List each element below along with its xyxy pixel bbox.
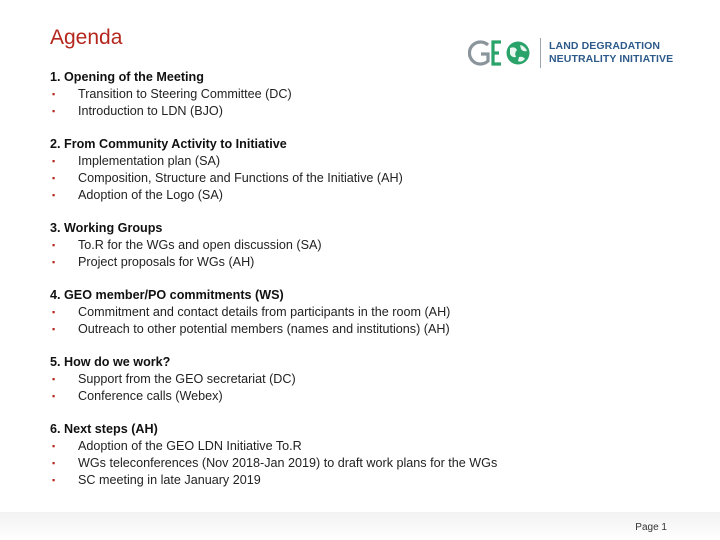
section-heading: 3. Working Groups <box>50 221 163 235</box>
page-number: Page 1 <box>635 522 667 533</box>
section-heading: 4. GEO member/PO commitments (WS) <box>50 288 284 302</box>
bullet-icon: ▪ <box>52 156 56 166</box>
logo-line-1: LAND DEGRADATION <box>549 40 661 52</box>
bullet-icon: ▪ <box>52 374 56 384</box>
slide-title: Agenda <box>50 26 123 49</box>
bullet-icon: ▪ <box>52 458 56 468</box>
logo-wordmark <box>549 40 673 66</box>
list-item: ▪ Commitment and contact details from participants in the room (AH) <box>52 305 451 319</box>
section-heading: 2. From Community Activity to Initiative <box>50 137 287 151</box>
geo-ldn-logo <box>468 36 673 70</box>
bullet-icon: ▪ <box>52 441 56 451</box>
list-item: ▪ Adoption of the Logo (SA) <box>52 188 223 202</box>
list-item: ▪ SC meeting in late January 2019 <box>52 473 261 487</box>
list-item: ▪ Implementation plan (SA) <box>52 154 221 168</box>
list-item: ▪ Outreach to other potential members (names and institutions) (AH) <box>52 322 450 336</box>
logo-line-2: NEUTRALITY INITIATIVE <box>549 53 674 65</box>
bullet-icon: ▪ <box>52 173 56 183</box>
bullet-icon: ▪ <box>52 324 56 334</box>
list-item: ▪ Transition to Steering Committee (DC) <box>52 87 292 101</box>
list-item: ▪ Introduction to LDN (BJO) <box>52 104 223 118</box>
agenda-section-6 <box>50 421 690 489</box>
section-heading: 5. How do we work? <box>50 355 171 369</box>
bullet-icon: ▪ <box>52 106 56 116</box>
list-item: ▪ Project proposals for WGs (AH) <box>52 255 255 269</box>
slide-footer <box>0 512 720 540</box>
agenda-section-1 <box>50 69 690 120</box>
bullet-icon: ▪ <box>52 240 56 250</box>
list-item: ▪ Conference calls (Webex) <box>52 389 223 403</box>
bullet-icon: ▪ <box>52 190 56 200</box>
list-item: ▪ Support from the GEO secretariat (DC) <box>52 372 296 386</box>
section-heading: 6. Next steps (AH) <box>50 422 158 436</box>
bullet-icon: ▪ <box>52 391 56 401</box>
list-item: ▪ Adoption of the GEO LDN Initiative To.R <box>52 439 302 453</box>
bullet-icon: ▪ <box>52 257 56 267</box>
bullet-icon: ▪ <box>52 89 56 99</box>
agenda-section-3 <box>50 220 690 271</box>
geo-logo-icon <box>468 36 534 70</box>
agenda-section-5 <box>50 354 690 405</box>
bullet-icon: ▪ <box>52 475 56 485</box>
agenda-list <box>50 69 690 505</box>
logo-divider <box>540 38 541 68</box>
list-item: ▪ Composition, Structure and Functions of the Initiative (AH) <box>52 171 403 185</box>
section-heading: 1. Opening of the Meeting <box>50 70 204 84</box>
agenda-section-2 <box>50 136 690 204</box>
list-item: ▪ To.R for the WGs and open discussion (SA) <box>52 238 322 252</box>
agenda-section-4 <box>50 287 690 338</box>
bullet-icon: ▪ <box>52 307 56 317</box>
list-item: ▪ WGs teleconferences (Nov 2018-Jan 2019) to draft work plans for the WGs <box>52 456 498 470</box>
